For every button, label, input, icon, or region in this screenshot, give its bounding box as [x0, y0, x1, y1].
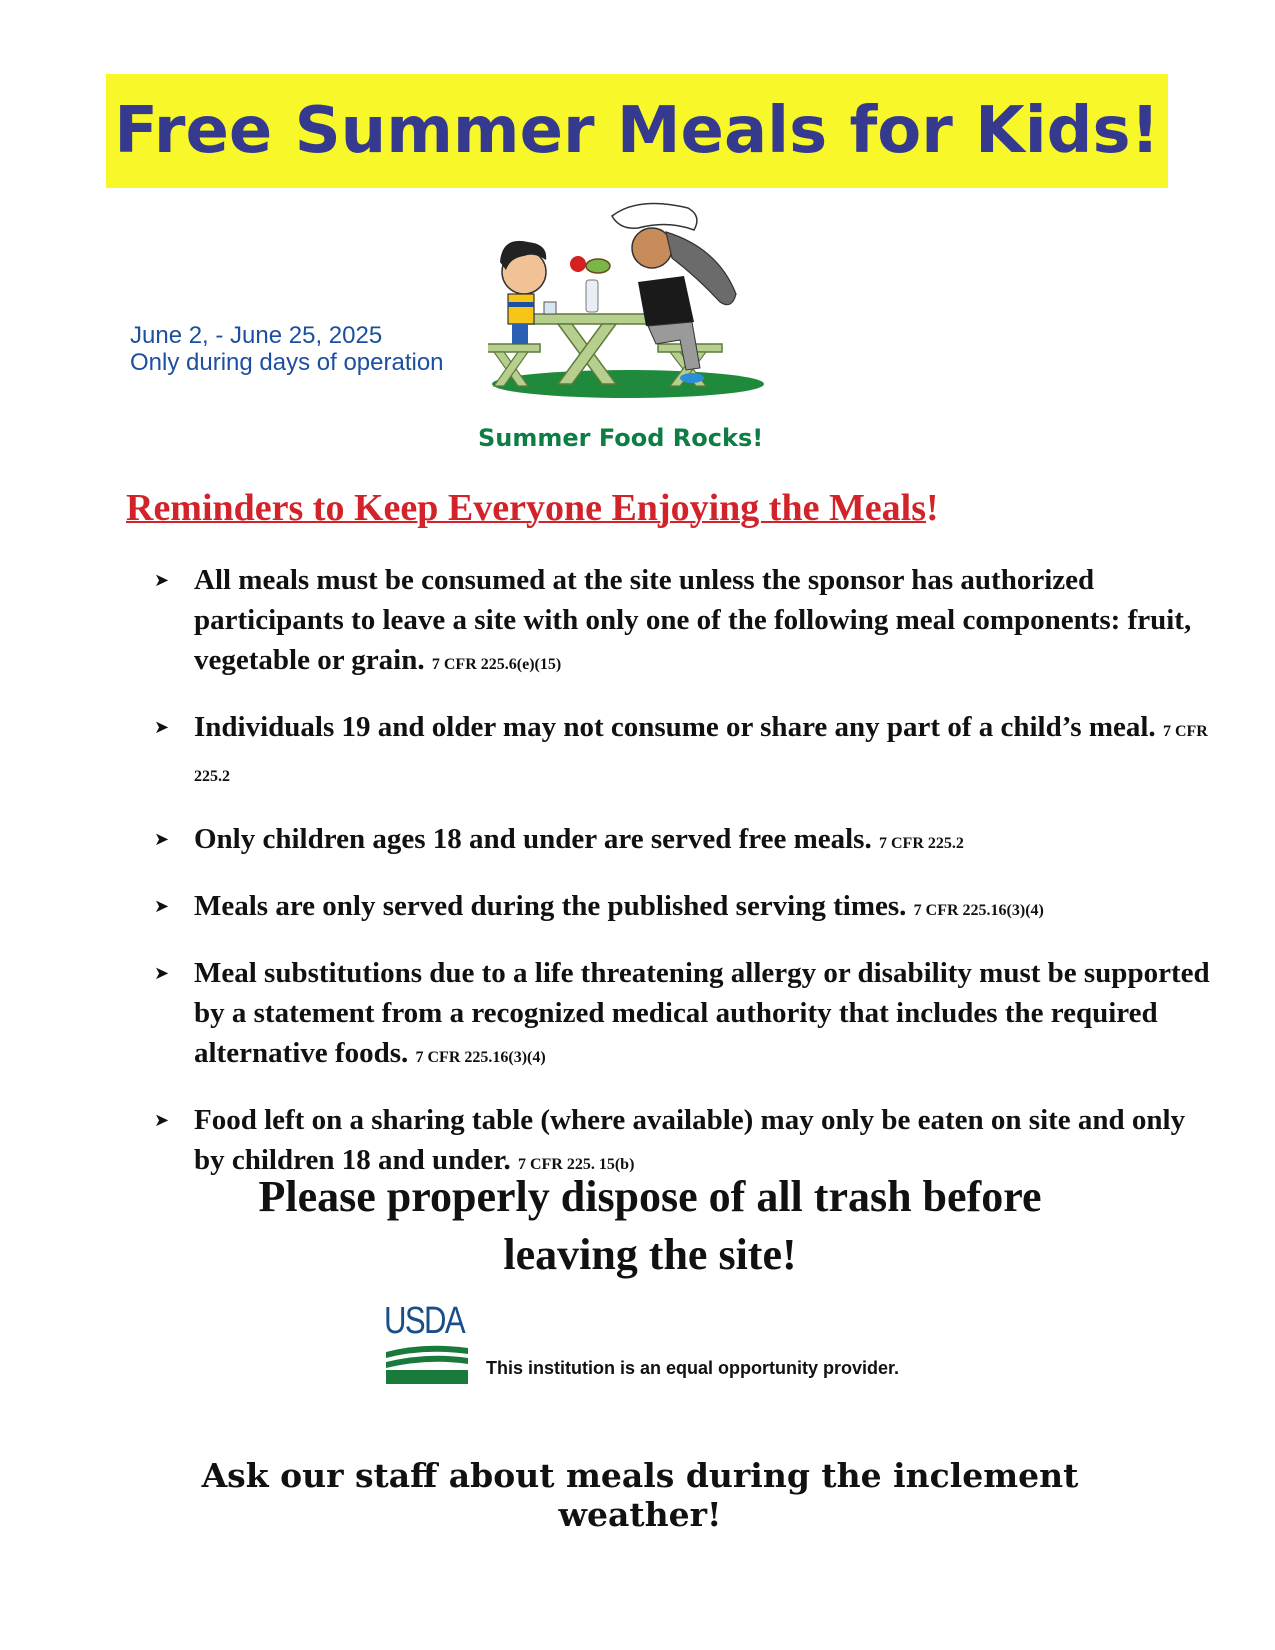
milk-carton [544, 302, 556, 314]
usda-field-icon [384, 1342, 470, 1386]
page-title: Free Summer Meals for Kids! [114, 94, 1160, 168]
list-item [150, 953, 1210, 1078]
date-info [130, 322, 444, 376]
trash-line-2: leaving the site! [503, 1230, 797, 1279]
reminder-text: Only children ages 18 and under are served free meals. [194, 823, 872, 855]
table-top [528, 314, 648, 324]
reminders-heading [126, 486, 939, 530]
picnic-illustration [488, 198, 788, 418]
regulation-citation: 7 CFR 225.2 [194, 723, 1208, 785]
arrow-bullet-icon: ➤ [154, 829, 170, 849]
equal-opportunity-statement: This institution is an equal opportunity provider. [486, 1358, 900, 1378]
bench-left [488, 344, 540, 352]
reminders-heading-text: Reminders to Keep Everyone Enjoying the Meals [126, 487, 927, 529]
list-item [150, 707, 1210, 797]
arrow-bullet-icon: ➤ [154, 570, 170, 590]
regulation-citation: 7 CFR 225.16(3)(4) [415, 1049, 546, 1066]
title-banner [106, 74, 1168, 188]
reminder-text: Meal substitutions due to a life threatening allergy or disability must be supported by a statement from a recognized medical authority that includes the required alternative foods. [194, 957, 1210, 1069]
operation-note: Only during days of operation [130, 349, 444, 376]
arrow-bullet-icon: ➤ [154, 896, 170, 916]
milk-bottle [586, 280, 598, 312]
regulation-citation: 7 CFR 225.6(e)(15) [431, 656, 562, 673]
usda-logo [384, 1302, 484, 1392]
apple [570, 256, 586, 272]
list-item [150, 560, 1210, 685]
reminder-text: Individuals 19 and older may not consume or share any part of a child’s meal. [194, 711, 1156, 743]
arrow-bullet-icon: ➤ [154, 963, 170, 983]
reminder-text: All meals must be consumed at the site unless the sponsor has authorized participants to leave a site with only one of the following meal components: fruit, vegetable or grain. [194, 564, 1192, 676]
sandwich [586, 259, 610, 273]
boy-figure [500, 241, 546, 344]
logo-caption: Summer Food Rocks! [478, 424, 764, 452]
arrow-bullet-icon: ➤ [154, 1110, 170, 1130]
regulation-citation: 7 CFR 225.2 [878, 835, 964, 852]
regulation-citation: 7 CFR 225. 15(b) [517, 1156, 635, 1173]
date-range: June 2, - June 25, 2025 [130, 322, 383, 349]
list-item [150, 819, 1210, 864]
trash-line-1: Please properly dispose of all trash before [258, 1172, 1042, 1221]
list-item [150, 886, 1210, 931]
regulation-citation: 7 CFR 225.16(3)(4) [913, 902, 1044, 919]
trash-notice [200, 1168, 1100, 1284]
reminder-text: Food left on a sharing table (where available) may only be eaten on site and only by children 18 and under. [194, 1104, 1186, 1176]
reminder-text: Meals are only served during the published serving times. [194, 890, 907, 922]
usda-logo-text: USDA [384, 1300, 465, 1342]
grass-ground [492, 370, 764, 398]
arrow-bullet-icon: ➤ [154, 717, 170, 737]
reminders-heading-mark: ! [926, 487, 939, 529]
reminders-list [150, 560, 1210, 1207]
inclement-weather-notice: Ask our staff about meals during the inclement weather! [201, 1456, 1079, 1534]
